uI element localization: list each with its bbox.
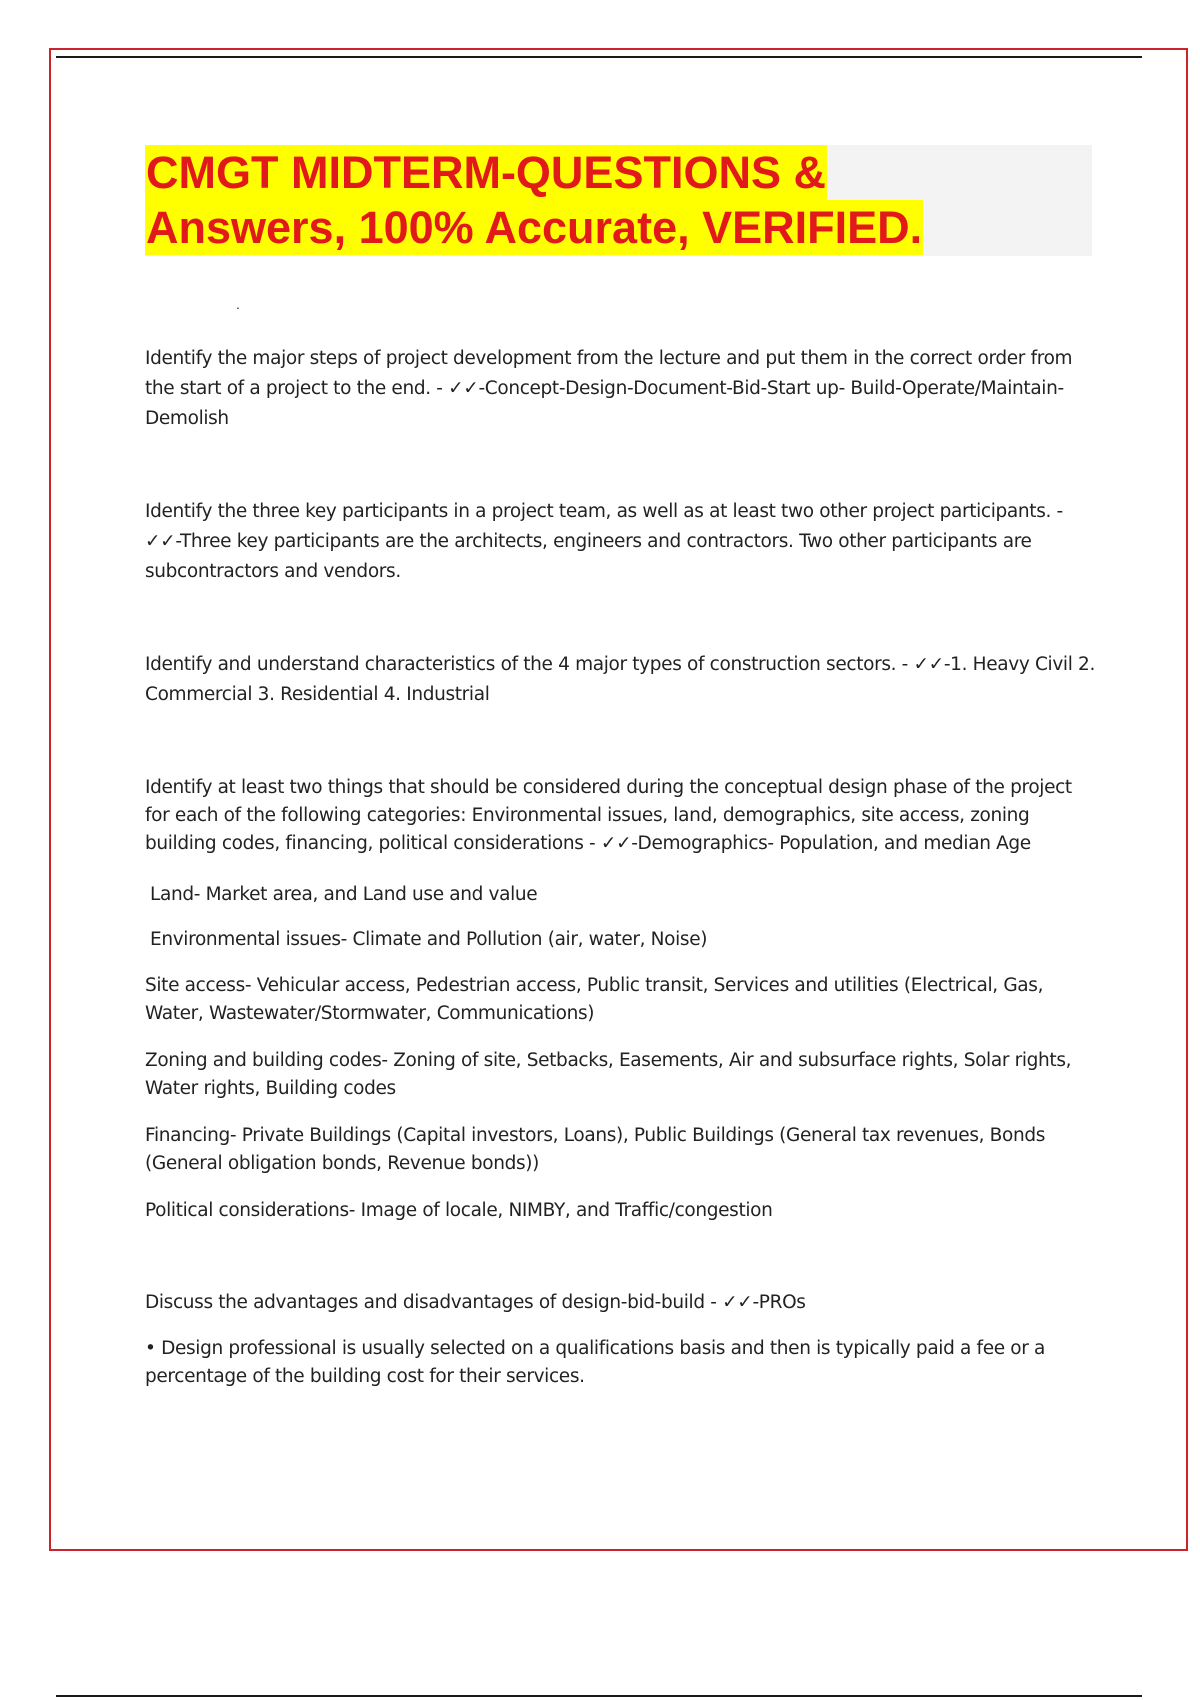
check-mark-icon: ✓✓ (145, 531, 176, 552)
qa-item-design-bid-build (145, 1288, 1095, 1318)
check-mark-icon: ✓✓ (448, 378, 479, 399)
qa-item-construction-sectors (145, 650, 1095, 710)
detail-political: Political considerations- Image of locale, NIMBY, and Traffic/congestion (145, 1200, 773, 1221)
document-title-line-1: CMGT MIDTERM-QUESTIONS & (146, 147, 826, 198)
qa-item-participants (145, 497, 1095, 587)
footer-rule (56, 1695, 1142, 1697)
qa-item-project-steps (145, 344, 1095, 434)
answer-text: -Concept-Design-Document-Bid-Start up- Build-Operate/Maintain- Demolish (145, 378, 1064, 429)
answer-text: -PROs (752, 1292, 806, 1313)
detail-financing: Financing- Private Buildings (Capital investors, Loans), Public Buildings (General tax revenues, Bonds (General obligation bonds, Revenue bonds)) (145, 1125, 1046, 1174)
header-rule (56, 56, 1142, 58)
answer-text: -1. Heavy Civil 2. Commercial 3. Residential 4. Industrial (145, 654, 1095, 705)
stray-mark: . (236, 296, 240, 312)
check-mark-icon: ✓✓ (913, 654, 944, 675)
detail-zoning: Zoning and building codes- Zoning of site, Setbacks, Easements, Air and subsurface rights, Solar rights, Water rights, Building codes (145, 1050, 1072, 1099)
document-title-line-2: Answers, 100% Accurate, VERIFIED. (146, 202, 923, 253)
answer-text: -Three key participants are the architects, engineers and contractors. Two other participants are subcontractors and vendors. (145, 531, 1032, 582)
check-mark-icon: ✓✓ (722, 1292, 753, 1313)
detail-environmental: Environmental issues- Climate and Pollution (air, water, Noise) (150, 929, 708, 950)
detail-land: Land- Market area, and Land use and value (150, 884, 538, 905)
check-mark-icon: ✓✓ (600, 833, 632, 854)
question-text: Identify the three key participants in a project team, as well as at least two other project participants. - (145, 501, 1063, 522)
question-text: Identify at least two things that should be considered during the conceptual design phase of the project for each of the following categories: Environmental issues, land, demographics, site access, zoning building codes, financing, political considerations - (145, 777, 1072, 854)
question-text: Discuss the advantages and disadvantages of design-bid-build - (145, 1292, 723, 1313)
question-text: Identify and understand characteristics of the 4 major types of construction sectors. - (145, 654, 914, 675)
qa-item-conceptual-design (145, 774, 1095, 858)
question-text: Identify the major steps of project development from the lecture and put them in the correct order from the start of a project to the end. - (145, 348, 1073, 399)
bullet-design-professional: • Design professional is usually selected on a qualifications basis and then is typically paid a fee or a percentage of the building cost for their services. (145, 1338, 1046, 1387)
detail-site-access: Site access- Vehicular access, Pedestrian access, Public transit, Services and utilities (Electrical, Gas, Water, Wastewater/Stormwater, Communications) (145, 975, 1044, 1024)
answer-text: -Demographics- Population, and median Age (631, 833, 1031, 854)
